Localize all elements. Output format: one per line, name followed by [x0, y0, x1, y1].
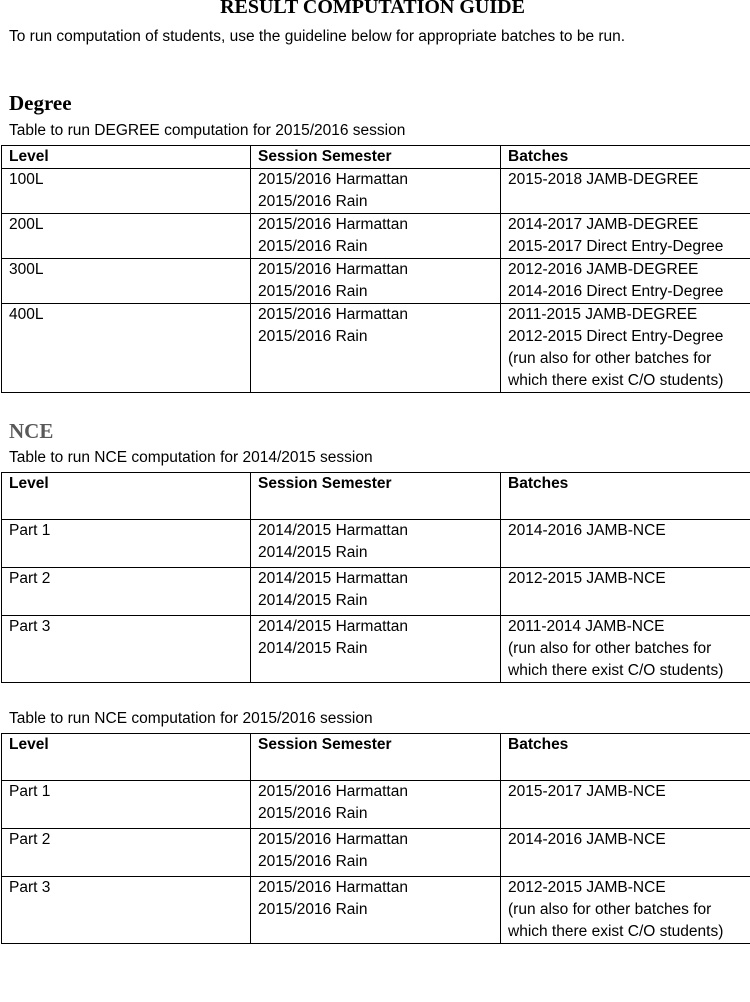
semester-line: 2015/2016 Rain — [258, 193, 368, 210]
cell-level: Part 2 — [2, 829, 251, 877]
semester-line: 2015/2016 Rain — [258, 283, 368, 300]
cell-level: 300L — [2, 259, 251, 304]
semester-line: 2014/2015 Rain — [258, 640, 368, 657]
cell-session-semester — [251, 214, 501, 259]
cell-session-semester — [251, 169, 501, 214]
batch-line: 2011-2014 JAMB-NCE — [508, 618, 665, 635]
batch-line: (run also for other batches for — [508, 640, 712, 657]
batch-line: 2012-2015 Direct Entry-Degree — [508, 328, 724, 345]
table-row — [2, 568, 750, 616]
cell-level: 400L — [2, 304, 251, 393]
table-row — [2, 169, 750, 214]
batch-line: 2011-2015 JAMB-DEGREE — [508, 306, 698, 323]
table-header-row — [2, 734, 750, 781]
table-row — [2, 829, 750, 877]
header-batches: Batches — [501, 146, 750, 169]
degree-table-caption: Table to run DEGREE computation for 2015/2016 session — [9, 122, 406, 139]
batch-line: 2014-2017 JAMB-DEGREE — [508, 216, 699, 233]
batch-line: 2015-2018 JAMB-DEGREE — [508, 171, 699, 188]
batch-line: 2012-2016 JAMB-DEGREE — [508, 261, 699, 278]
table-row — [2, 259, 750, 304]
cell-level: 100L — [2, 169, 251, 214]
semester-line: 2014/2015 Harmattan — [258, 522, 408, 539]
document-title: RESULT COMPUTATION GUIDE — [220, 0, 525, 18]
header-level: Level — [2, 473, 251, 520]
cell-level: Part 3 — [2, 877, 251, 944]
batch-line: 2012-2015 JAMB-NCE — [508, 570, 666, 587]
cell-batches — [501, 520, 750, 568]
cell-session-semester — [251, 616, 501, 683]
semester-line: 2015/2016 Harmattan — [258, 171, 408, 188]
table-row — [2, 877, 750, 944]
semester-line: 2015/2016 Harmattan — [258, 306, 408, 323]
batch-line: which there exist C/O students) — [508, 372, 724, 389]
semester-line: 2015/2016 Harmattan — [258, 261, 408, 278]
nce-2014-table — [1, 472, 750, 683]
batch-line: which there exist C/O students) — [508, 662, 724, 679]
semester-line: 2015/2016 Harmattan — [258, 216, 408, 233]
batch-line: 2014-2016 JAMB-NCE — [508, 522, 666, 539]
cell-batches — [501, 214, 750, 259]
cell-batches — [501, 169, 750, 214]
table-header-row — [2, 146, 750, 169]
cell-level: Part 1 — [2, 520, 251, 568]
cell-batches — [501, 781, 750, 829]
semester-line: 2014/2015 Rain — [258, 544, 368, 561]
table-row — [2, 781, 750, 829]
cell-session-semester — [251, 304, 501, 393]
header-batches: Batches — [501, 473, 750, 520]
cell-batches — [501, 304, 750, 393]
cell-session-semester — [251, 781, 501, 829]
semester-line: 2014/2015 Rain — [258, 592, 368, 609]
batch-line: 2014-2016 JAMB-NCE — [508, 831, 666, 848]
batch-line: (run also for other batches for — [508, 901, 712, 918]
batch-line: 2012-2015 JAMB-NCE — [508, 879, 666, 896]
header-level: Level — [2, 146, 251, 169]
semester-line: 2015/2016 Rain — [258, 328, 368, 345]
nce-2014-table-caption: Table to run NCE computation for 2014/2015 session — [9, 449, 373, 466]
batch-line: which there exist C/O students) — [508, 923, 724, 940]
batch-line: 2015-2017 Direct Entry-Degree — [508, 238, 724, 255]
header-session-semester: Session Semester — [251, 146, 501, 169]
semester-line: 2015/2016 Harmattan — [258, 783, 408, 800]
cell-batches — [501, 829, 750, 877]
intro-text: To run computation of students, use the guideline below for appropriate batches to be run. — [9, 28, 626, 45]
semester-line: 2015/2016 Harmattan — [258, 831, 408, 848]
header-session-semester: Session Semester — [251, 473, 501, 520]
batch-line: (run also for other batches for — [508, 350, 712, 367]
cell-level: 200L — [2, 214, 251, 259]
table-row — [2, 214, 750, 259]
semester-line: 2015/2016 Harmattan — [258, 879, 408, 896]
table-row — [2, 520, 750, 568]
cell-batches — [501, 616, 750, 683]
cell-level: Part 3 — [2, 616, 251, 683]
table-row — [2, 616, 750, 683]
table-row — [2, 304, 750, 393]
batch-line: 2014-2016 Direct Entry-Degree — [508, 283, 724, 300]
semester-line: 2014/2015 Harmattan — [258, 618, 408, 635]
header-level: Level — [2, 734, 251, 781]
cell-session-semester — [251, 259, 501, 304]
degree-heading: Degree — [9, 91, 72, 115]
semester-line: 2015/2016 Rain — [258, 238, 368, 255]
cell-level: Part 2 — [2, 568, 251, 616]
degree-table — [1, 145, 750, 393]
cell-session-semester — [251, 568, 501, 616]
cell-session-semester — [251, 877, 501, 944]
cell-batches — [501, 568, 750, 616]
cell-level: Part 1 — [2, 781, 251, 829]
cell-batches — [501, 877, 750, 944]
header-session-semester: Session Semester — [251, 734, 501, 781]
nce-2015-table-caption: Table to run NCE computation for 2015/2016 session — [9, 710, 373, 727]
semester-line: 2015/2016 Rain — [258, 901, 368, 918]
header-batches: Batches — [501, 734, 750, 781]
nce-heading: NCE — [9, 419, 54, 443]
nce-2015-table — [1, 733, 750, 944]
cell-batches — [501, 259, 750, 304]
table-header-row — [2, 473, 750, 520]
cell-session-semester — [251, 829, 501, 877]
semester-line: 2014/2015 Harmattan — [258, 570, 408, 587]
semester-line: 2015/2016 Rain — [258, 853, 368, 870]
batch-line: 2015-2017 JAMB-NCE — [508, 783, 666, 800]
semester-line: 2015/2016 Rain — [258, 805, 368, 822]
cell-session-semester — [251, 520, 501, 568]
